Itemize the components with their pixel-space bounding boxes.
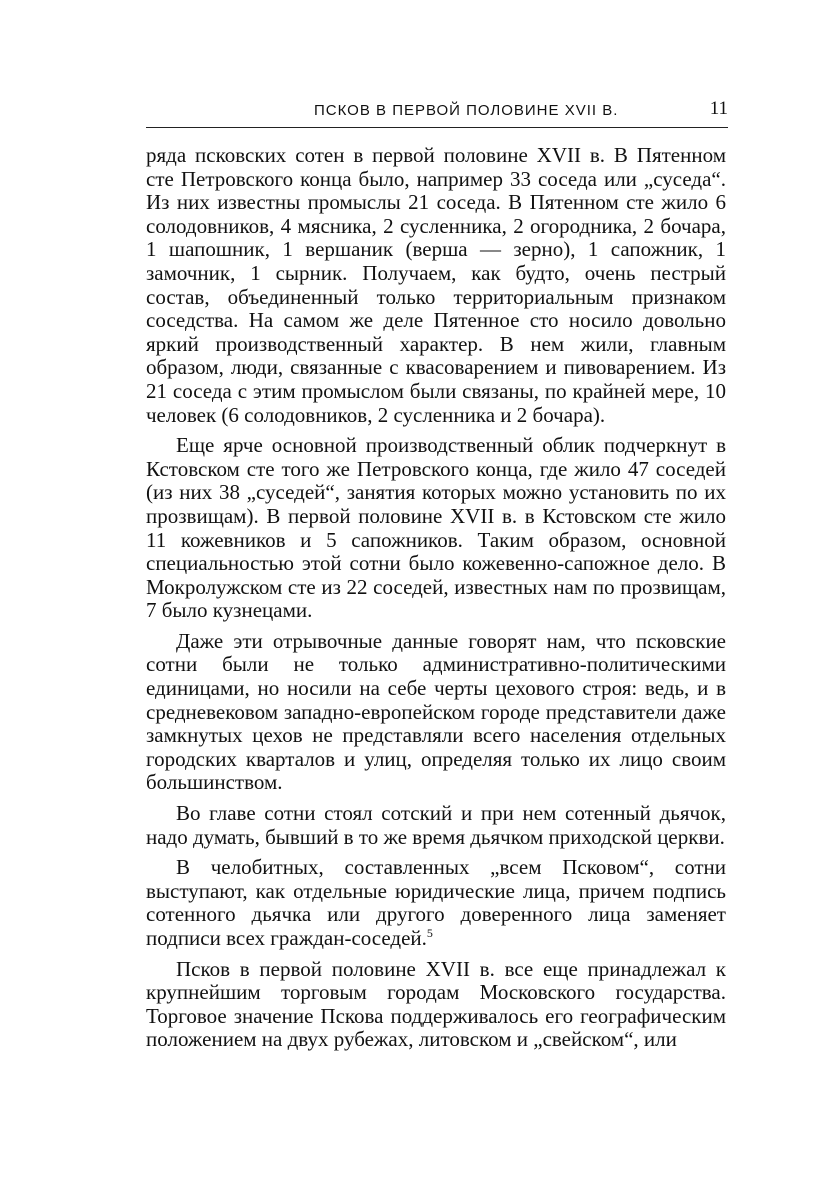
paragraph xyxy=(146,856,726,950)
footnote-reference[interactable]: 5 xyxy=(426,926,433,940)
paragraph-text: Во главе сотни стоял сотский и при нем сотенный дьячок, надо думать, бывший в то же время дьячком приходской церкви. xyxy=(146,801,726,849)
running-header xyxy=(146,98,728,128)
paragraph xyxy=(146,434,726,623)
paragraph-text: Даже эти отрывочные данные говорят нам, что псковские сотни были не только административно-политическими единицами, но носили на себе черты цехового строя: ведь, и в средневековом западно-европейском городе представители даже замкнутых цехов не представляли всего населения отдельных городских кварталов и улиц, определяя только их лицо своим большинством. xyxy=(146,628,726,795)
paragraph-text: ряда псковских сотен в первой половине XVII в. В Пятенном сте Петровского конца было, например 33 соседа или „суседа“. Из них известны промыслы 21 соседа. В Пятенном сте жило 6 солодовников, 4 мясника, 2 сусленника, 2 огородника, 2 бочара, 1 шапошник, 1 вершаник (верша — зерно), 1 сапожник, 1 замочник, 1 сырник. Получаем, как будто, очень пестрый состав, объединенный только территориальным признаком соседства. На самом же деле Пятенное сто носило довольно яркий производственный характер. В нем жили, главным образом, люди, связанные с квасоварением и пивоварением. Из 21 соседа с этим промыслом были связаны, по крайней мере, 10 человек (6 солодовников, 2 сусленника и 2 бочара). xyxy=(146,143,726,427)
header-rule xyxy=(146,127,728,128)
page-number: 11 xyxy=(709,98,728,119)
paragraph-continued xyxy=(146,144,726,427)
paragraph-text: В челобитных, составленных „всем Псковом“, сотни выступают, как отдельные юридические лица, причем подпись сотенного дьячка или другого доверенного лица заменяет подписи всех граждан-соседей. xyxy=(146,855,726,950)
paragraph xyxy=(146,630,726,795)
paragraph xyxy=(146,958,726,1052)
paragraph-text: Еще ярче основной производственный облик подчеркнут в Кстовском сте того же Петровского конца, где жило 47 соседей (из них 38 „суседей“, занятия которых можно установить по их прозвищам). В первой половине XVII в. в Кстовском сте жило 11 кожевников и 5 сапожников. Таким образом, основной специальностью этой сотни было кожевенно-сапожное дело. В Мокролужском сте из 22 соседей, известных нам по прозвищам, 7 было кузнецами. xyxy=(146,433,726,623)
body-text xyxy=(146,144,726,1052)
running-title: ПСКОВ В ПЕРВОЙ ПОЛОВИНЕ XVII В. xyxy=(314,102,619,119)
paragraph xyxy=(146,802,726,849)
paragraph-text: Псков в первой половине XVII в. все еще принадлежал к крупнейшим торговым городам Московского государства. Торговое значение Пскова поддерживалось его географическим положением на двух рубежах, литовском и „свейском“, или xyxy=(146,956,726,1052)
